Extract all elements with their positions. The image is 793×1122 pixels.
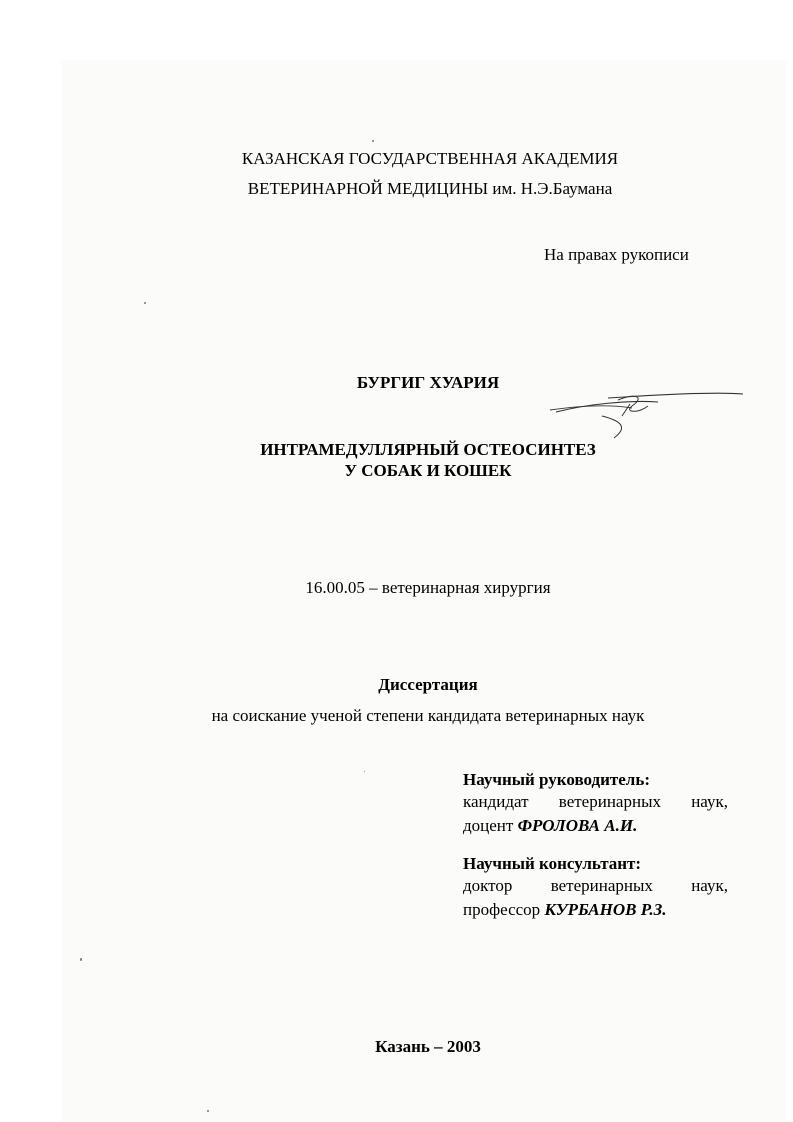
consultant-name: КУРБАНОВ Р.З. [544,900,667,919]
consultant-degree-word: доктор [463,876,513,895]
supervisor-degree-word: ветеринарных [558,792,661,811]
supervisor-name-line [463,816,728,836]
supervisor-label: Научный руководитель: [463,770,650,789]
scan-speck [80,958,82,961]
signature-mark [548,386,748,446]
consultant-degree-word: наук, [691,876,728,895]
consultant-degree-word: ветеринарных [550,876,653,895]
supervisor-name: ФРОЛОВА А.И. [517,816,638,835]
specialty-code: 16.00.05 – ветеринарная хирургия [305,578,551,597]
scan-speck [372,140,374,142]
institution-line-1: КАЗАНСКАЯ ГОСУДАРСТВЕННАЯ АКАДЕМИЯ [241,149,619,168]
scan-speck [144,302,146,304]
dissertation-title-line-2: У СОБАК И КОШЕК [344,461,512,480]
dissertation-title-line-1: ИНТРАМЕДУЛЛЯРНЫЙ ОСТЕОСИНТЕЗ [260,440,596,459]
consultant-name-line [463,900,728,920]
city-year: Казань – 2003 [375,1037,481,1056]
author-name: БУРГИГ ХУАРИЯ [356,373,500,392]
consultant-degree [463,876,728,896]
scan-speck [364,771,365,772]
supervisor-degree-word: наук, [691,792,728,811]
rights-note: На правах рукописи [544,245,689,264]
scan-speck [207,1110,209,1112]
consultant-block [463,855,728,920]
work-type-purpose: на соискание ученой степени кандидата ветеринарных наук [211,706,645,725]
consultant-label: Научный консультант: [463,854,642,873]
supervisor-position: доцент [463,816,514,835]
supervisor-degree-word: кандидат [463,792,529,811]
supervisor-degree [463,792,728,812]
work-type-heading: Диссертация [378,675,478,694]
supervisor-block [463,771,728,836]
consultant-position: профессор [463,900,541,919]
institution-line-2: ВЕТЕРИНАРНОЙ МЕДИЦИНЫ им. Н.Э.Баумана [247,179,613,198]
